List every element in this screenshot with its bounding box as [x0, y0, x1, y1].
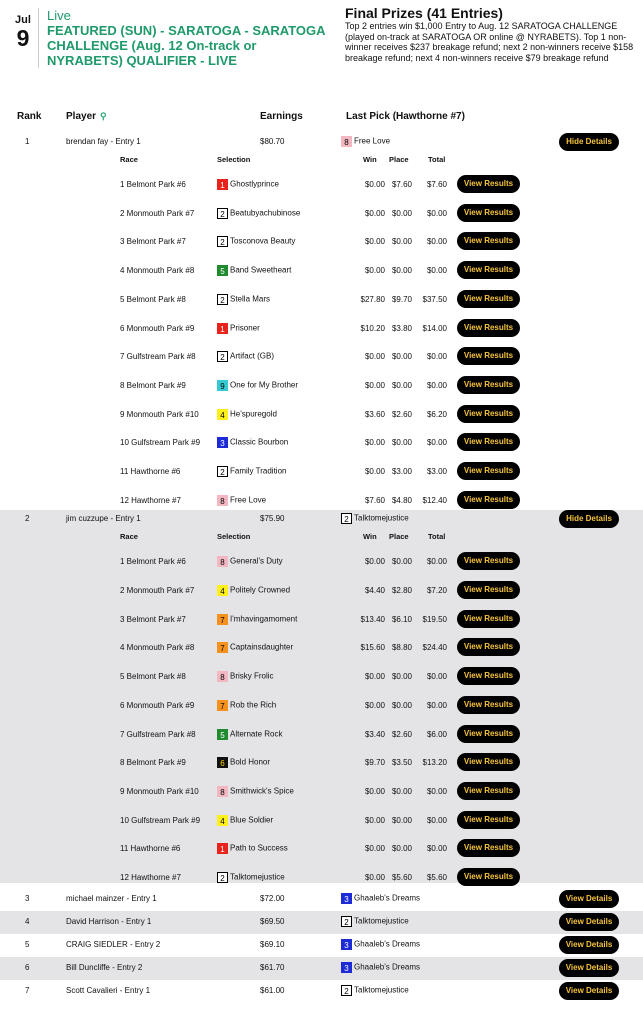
selection-name: Path to Success — [230, 844, 288, 853]
win-value: $0.00 — [364, 266, 385, 276]
selection-name: Politely Crowned — [230, 585, 291, 595]
win-value: $0.00 — [364, 700, 385, 710]
race-selection — [217, 786, 294, 797]
total-subheader: Total — [428, 155, 446, 164]
race-row — [0, 669, 643, 687]
player-name[interactable]: jim cuzzupe - Entry 1 — [66, 514, 141, 524]
leaderboard-entry — [0, 934, 643, 957]
race-name: 4 Monmouth Park #8 — [120, 643, 195, 653]
race-row — [0, 813, 643, 831]
post-badge: 1 — [217, 323, 228, 334]
view-results-button[interactable]: View Results — [457, 811, 520, 829]
view-details-button[interactable]: View Details — [559, 982, 619, 1000]
race-selection — [217, 585, 290, 596]
view-results-button[interactable]: View Results — [457, 204, 520, 222]
post-badge: 7 — [217, 700, 228, 711]
selection-name: Prisoner — [230, 323, 260, 333]
total-value: $6.00 — [426, 729, 447, 739]
race-row — [0, 784, 643, 802]
race-row — [0, 727, 643, 745]
player-name[interactable]: brendan fay - Entry 1 — [66, 137, 141, 146]
race-name: 3 Belmont Park #7 — [120, 237, 186, 247]
hide-details-button[interactable]: Hide Details — [559, 510, 619, 528]
post-badge: 5 — [217, 729, 228, 740]
earnings-value: $61.70 — [260, 962, 285, 972]
place-value: $0.00 — [391, 237, 412, 247]
race-selection — [217, 614, 297, 625]
race-row — [0, 292, 643, 310]
place-value: $6.10 — [391, 614, 412, 624]
selection-name: Smithwick's Spice — [230, 786, 294, 796]
last-pick — [341, 513, 409, 524]
view-results-button[interactable]: View Results — [457, 405, 520, 423]
player-name[interactable]: michael mainzer - Entry 1 — [66, 893, 157, 903]
place-value: $0.00 — [391, 557, 412, 567]
race-name: 6 Monmouth Park #9 — [120, 323, 195, 333]
last-pick — [341, 136, 390, 147]
last-pick-name: Talktomejustice — [354, 514, 409, 523]
post-badge: 3 — [217, 437, 228, 448]
race-selection — [217, 729, 282, 740]
view-results-button[interactable]: View Results — [457, 290, 520, 308]
place-value: $0.00 — [391, 352, 412, 362]
leaderboard-entry — [0, 510, 643, 882]
race-selection — [217, 642, 293, 653]
post-badge: 1 — [217, 843, 228, 854]
race-row — [0, 321, 643, 339]
date-day: 9 — [16, 25, 30, 51]
leaderboard-entry — [0, 911, 643, 934]
selection-name: Brisky Frolic — [230, 671, 274, 681]
total-value: $6.20 — [426, 409, 447, 419]
place-value: $0.00 — [391, 786, 412, 796]
last-pick-name: Free Love — [354, 136, 391, 146]
selection-subheader: Selection — [217, 532, 251, 542]
race-selection — [217, 872, 285, 883]
post-badge: 3 — [341, 893, 352, 904]
selection-name: Rob the Rich — [230, 700, 277, 710]
selection-name: Free Love — [230, 495, 267, 505]
race-name: 12 Hawthorne #7 — [120, 495, 181, 505]
date-month: Jul — [15, 14, 31, 26]
selection-name: I'mhavingamoment — [230, 614, 298, 624]
post-badge: 5 — [217, 265, 228, 276]
view-results-button[interactable]: View Results — [457, 319, 520, 337]
total-value: $37.50 — [422, 294, 447, 304]
post-badge: 2 — [341, 513, 352, 524]
view-results-button[interactable]: View Results — [457, 261, 520, 279]
selection-name: Alternate Rock — [230, 729, 283, 739]
earnings-column-header: Earnings — [260, 111, 303, 122]
total-value: $0.00 — [426, 557, 447, 567]
win-value: $0.00 — [364, 352, 385, 362]
last-pick-name: Ghaaleb's Dreams — [354, 962, 420, 972]
view-details-button[interactable]: View Details — [559, 890, 619, 908]
total-value: $3.00 — [426, 467, 447, 476]
race-name: 12 Hawthorne #7 — [120, 873, 181, 883]
view-results-button[interactable]: View Results — [457, 610, 520, 628]
race-name: 10 Gulfstream Park #9 — [120, 815, 201, 825]
view-results-button[interactable]: View Results — [457, 696, 520, 714]
selection-name: One for My Brother — [230, 380, 299, 390]
view-results-button[interactable]: View Results — [457, 581, 520, 599]
race-row — [0, 640, 643, 658]
race-name: 10 Gulfstream Park #9 — [120, 438, 201, 448]
race-name: 7 Gulfstream Park #8 — [120, 352, 196, 362]
view-results-button[interactable]: View Results — [457, 667, 520, 685]
total-value: $7.60 — [426, 180, 447, 189]
race-selection — [217, 409, 277, 420]
earnings-value: $61.00 — [260, 985, 285, 995]
place-value: $5.60 — [391, 873, 412, 883]
rank-value: 4 — [25, 916, 30, 926]
selection-name: General's Duty — [230, 557, 283, 566]
race-name: 4 Monmouth Park #8 — [120, 266, 195, 276]
race-selection — [217, 323, 260, 334]
post-badge: 2 — [217, 872, 228, 883]
player-name[interactable]: Scott Cavalieri - Entry 1 — [66, 985, 151, 995]
last-pick-name: Talktomejustice — [354, 916, 409, 926]
race-name: 6 Monmouth Park #9 — [120, 700, 195, 710]
total-value: $0.00 — [426, 237, 447, 247]
race-name: 3 Belmont Park #7 — [120, 614, 186, 624]
last-pick — [341, 893, 420, 904]
selection-name: Stella Mars — [230, 294, 271, 304]
race-row — [0, 698, 643, 716]
race-selection — [217, 380, 298, 391]
earnings-value: $80.70 — [260, 137, 285, 146]
win-value: $3.40 — [364, 729, 385, 739]
race-row — [0, 554, 643, 572]
race-row — [0, 206, 643, 224]
view-results-button[interactable]: View Results — [457, 868, 520, 886]
race-row — [0, 435, 643, 453]
win-value: $7.60 — [364, 495, 385, 505]
race-name: 8 Belmont Park #9 — [120, 380, 186, 390]
total-value: $0.00 — [426, 672, 447, 682]
race-row — [0, 407, 643, 425]
win-value: $3.60 — [364, 409, 385, 419]
race-name: 7 Gulfstream Park #8 — [120, 729, 196, 739]
total-value: $0.00 — [426, 380, 447, 390]
win-value: $0.00 — [364, 873, 385, 883]
view-results-button[interactable]: View Results — [457, 839, 520, 857]
win-value: $15.60 — [360, 643, 385, 653]
total-value: $0.00 — [426, 438, 447, 448]
status-label: Live — [47, 8, 71, 23]
race-row — [0, 234, 643, 252]
selection-name: Artifact (GB) — [230, 351, 275, 361]
view-results-button[interactable]: View Results — [457, 552, 520, 570]
post-badge: 8 — [217, 556, 228, 567]
player-name[interactable]: CRAIG SIEDLER - Entry 2 — [66, 939, 161, 949]
total-value: $5.60 — [426, 873, 447, 883]
place-value: $3.50 — [391, 758, 412, 768]
place-value: $0.00 — [391, 380, 412, 390]
earnings-value: $75.90 — [260, 514, 285, 524]
selection-name: Bold Honor — [230, 757, 271, 767]
post-badge: 1 — [217, 179, 228, 190]
post-badge: 4 — [217, 815, 228, 826]
leaderboard-entry — [0, 980, 643, 1003]
earnings-value: $69.10 — [260, 939, 285, 949]
prizes-description: Top 2 entries win $1,000 Entry to Aug. 12 SARATOGA CHALLENGE (played on-track at SARATOGA OR online @ NYRABETS). Top 1 non-winner receives $237 breakage refund; next 2 non-winners receive $158 breakage refund; next 4 non-winners receive $79 breakage refund — [345, 21, 634, 63]
last-pick-name: Talktomejustice — [354, 985, 409, 995]
race-name: 5 Belmont Park #8 — [120, 672, 186, 682]
win-value: $0.00 — [364, 180, 385, 189]
player-column-header[interactable] — [66, 111, 107, 122]
place-value: $2.60 — [391, 409, 412, 419]
win-value: $13.40 — [360, 614, 385, 624]
last-pick — [341, 939, 420, 950]
post-badge: 2 — [217, 351, 228, 362]
win-subheader: Win — [363, 155, 377, 164]
race-row — [0, 493, 643, 511]
prizes-panel — [345, 6, 635, 63]
selection-name: Beatubyachubinose — [230, 208, 301, 218]
race-name: 2 Monmouth Park #7 — [120, 586, 195, 596]
post-badge: 3 — [341, 939, 352, 950]
race-row — [0, 583, 643, 601]
player-name[interactable]: David Harrison - Entry 1 — [66, 916, 152, 926]
post-badge: 2 — [217, 294, 228, 305]
last-pick-name: Ghaaleb's Dreams — [354, 939, 420, 949]
race-name: 2 Monmouth Park #7 — [120, 208, 195, 218]
selection-name: Family Tradition — [230, 466, 287, 476]
place-subheader: Place — [389, 155, 409, 164]
post-badge: 2 — [217, 466, 228, 477]
win-value: $10.20 — [360, 323, 385, 333]
post-badge: 4 — [217, 585, 228, 596]
view-results-button[interactable]: View Results — [457, 753, 520, 771]
race-row — [0, 263, 643, 281]
post-badge: 7 — [217, 614, 228, 625]
view-details-button[interactable]: View Details — [559, 959, 619, 977]
win-value: $9.70 — [364, 758, 385, 768]
total-value: $0.00 — [426, 208, 447, 218]
selection-name: Tosconova Beauty — [230, 237, 296, 246]
place-value: $2.80 — [391, 586, 412, 596]
view-results-button[interactable]: View Results — [457, 376, 520, 394]
rank-value: 1 — [25, 137, 30, 146]
view-results-button[interactable]: View Results — [457, 433, 520, 451]
search-icon[interactable]: ⚲ — [100, 111, 107, 121]
leaderboard-entry — [0, 133, 643, 505]
race-selection — [217, 466, 286, 477]
race-row — [0, 612, 643, 630]
view-results-button[interactable]: View Results — [457, 491, 520, 509]
total-value: $7.20 — [426, 586, 447, 596]
selection-name: Talktomejustice — [230, 872, 285, 882]
race-row — [0, 464, 643, 482]
race-name: 8 Belmont Park #9 — [120, 758, 186, 768]
total-value: $0.00 — [426, 700, 447, 710]
place-value: $0.00 — [391, 266, 412, 276]
post-badge: 2 — [217, 236, 228, 247]
post-badge: 2 — [341, 916, 352, 927]
win-value: $0.00 — [364, 672, 385, 682]
total-value: $0.00 — [426, 786, 447, 796]
last-pick-column-header: Last Pick (Hawthorne #7) — [346, 111, 465, 122]
selection-name: Blue Soldier — [230, 815, 274, 825]
place-subheader: Place — [389, 532, 409, 542]
race-row — [0, 349, 643, 367]
race-selection — [217, 843, 288, 854]
race-name: 1 Belmont Park #6 — [120, 180, 186, 189]
view-results-button[interactable]: View Results — [457, 175, 520, 193]
race-row — [0, 841, 643, 859]
total-value: $12.40 — [422, 495, 447, 505]
player-column-label: Player — [66, 111, 97, 122]
race-selection — [217, 671, 274, 682]
post-badge: 2 — [217, 208, 228, 219]
win-value: $0.00 — [364, 438, 385, 448]
player-name[interactable]: Bill Duncliffe - Entry 2 — [66, 962, 143, 972]
post-badge: 7 — [217, 642, 228, 653]
win-value: $0.00 — [364, 844, 385, 854]
view-results-button[interactable]: View Results — [457, 347, 520, 365]
race-selection — [217, 294, 270, 305]
win-subheader: Win — [363, 532, 377, 542]
total-value: $0.00 — [426, 266, 447, 276]
win-value: $4.40 — [364, 586, 385, 596]
total-value: $0.00 — [426, 844, 447, 854]
post-badge: 3 — [341, 962, 352, 973]
place-value: $4.80 — [391, 495, 412, 505]
win-value: $0.00 — [364, 557, 385, 567]
hide-details-button[interactable]: Hide Details — [559, 133, 619, 151]
contest-title: FEATURED (SUN) - SARATOGA - SARATOGA CHALLENGE (Aug. 12 On-track or NYRABETS) QUALIFIER - LIVE — [47, 23, 326, 68]
race-name: 11 Hawthorne #6 — [120, 467, 181, 476]
total-subheader: Total — [428, 532, 446, 542]
place-value: $0.00 — [391, 438, 412, 448]
last-pick — [341, 962, 420, 973]
race-subheader: Race — [120, 532, 138, 542]
view-results-button[interactable]: View Results — [457, 462, 520, 480]
place-value: $0.00 — [391, 844, 412, 854]
place-value: $3.00 — [391, 467, 412, 476]
rank-value: 3 — [25, 893, 30, 903]
race-selection — [217, 236, 295, 247]
place-value: $0.00 — [391, 208, 412, 218]
race-row — [0, 870, 643, 888]
total-value: $13.20 — [422, 758, 447, 768]
earnings-value: $72.00 — [260, 893, 285, 903]
prizes-title: Final Prizes (41 Entries) — [345, 5, 503, 21]
race-selection — [217, 179, 279, 190]
post-badge: 8 — [217, 495, 228, 506]
contest-date — [10, 14, 36, 50]
race-row — [0, 755, 643, 773]
race-selection — [217, 265, 291, 276]
place-value: $2.60 — [391, 729, 412, 739]
leaderboard-entry — [0, 957, 643, 980]
total-value: $24.40 — [422, 643, 447, 653]
last-pick-name: Ghaaleb's Dreams — [354, 893, 420, 903]
contest-info — [38, 8, 334, 68]
total-value: $19.50 — [422, 614, 447, 624]
post-badge: 6 — [217, 757, 228, 768]
view-details-button[interactable]: View Details — [559, 936, 619, 954]
rank-column-header: Rank — [17, 111, 42, 122]
race-selection — [217, 556, 283, 567]
view-results-button[interactable]: View Results — [457, 232, 520, 250]
place-value: $3.80 — [391, 323, 412, 333]
rank-value: 6 — [25, 962, 30, 972]
post-badge: 9 — [217, 380, 228, 391]
race-row — [0, 177, 643, 195]
place-value: $0.00 — [391, 700, 412, 710]
race-name: 9 Monmouth Park #10 — [120, 409, 199, 419]
total-value: $0.00 — [426, 352, 447, 362]
post-badge: 8 — [217, 671, 228, 682]
selection-name: Captainsdaughter — [230, 643, 294, 653]
rank-value: 2 — [25, 514, 30, 524]
race-selection — [217, 495, 266, 506]
race-selection — [217, 208, 300, 219]
rank-value: 7 — [25, 985, 30, 995]
last-pick — [341, 985, 409, 996]
post-badge: 4 — [217, 409, 228, 420]
race-name: 5 Belmont Park #8 — [120, 294, 186, 304]
post-badge: 8 — [217, 786, 228, 797]
place-value: $0.00 — [391, 815, 412, 825]
race-name: 9 Monmouth Park #10 — [120, 786, 199, 796]
race-row — [0, 378, 643, 396]
total-value: $0.00 — [426, 815, 447, 825]
view-results-button[interactable]: View Results — [457, 782, 520, 800]
place-value: $0.00 — [391, 672, 412, 682]
win-value: $0.00 — [364, 786, 385, 796]
place-value: $7.60 — [391, 180, 412, 189]
win-value: $0.00 — [364, 237, 385, 247]
win-value: $0.00 — [364, 467, 385, 476]
last-pick — [341, 916, 409, 927]
win-value: $0.00 — [364, 208, 385, 218]
rank-value: 5 — [25, 939, 30, 949]
earnings-value: $69.50 — [260, 916, 285, 926]
view-results-button[interactable]: View Results — [457, 638, 520, 656]
post-badge: 8 — [341, 136, 352, 147]
post-badge: 2 — [341, 985, 352, 996]
view-results-button[interactable]: View Results — [457, 725, 520, 743]
view-details-button[interactable]: View Details — [559, 913, 619, 931]
race-selection — [217, 757, 270, 768]
race-subheader: Race — [120, 155, 138, 164]
race-selection — [217, 815, 273, 826]
selection-name: Ghostlyprince — [230, 179, 279, 189]
selection-name: He'spuregold — [230, 409, 277, 419]
selection-name: Band Sweetheart — [230, 265, 292, 275]
race-selection — [217, 437, 288, 448]
selection-subheader: Selection — [217, 155, 251, 164]
win-value: $0.00 — [364, 815, 385, 825]
race-name: 11 Hawthorne #6 — [120, 844, 181, 854]
race-name: 1 Belmont Park #6 — [120, 557, 186, 567]
selection-name: Classic Bourbon — [230, 437, 289, 447]
race-selection — [217, 351, 274, 362]
place-value: $9.70 — [391, 294, 412, 304]
win-value: $0.00 — [364, 380, 385, 390]
contest-header — [0, 0, 643, 100]
total-value: $14.00 — [422, 323, 447, 333]
win-value: $27.80 — [360, 294, 385, 304]
place-value: $8.80 — [391, 643, 412, 653]
leaderboard-entry — [0, 888, 643, 911]
race-selection — [217, 700, 276, 711]
